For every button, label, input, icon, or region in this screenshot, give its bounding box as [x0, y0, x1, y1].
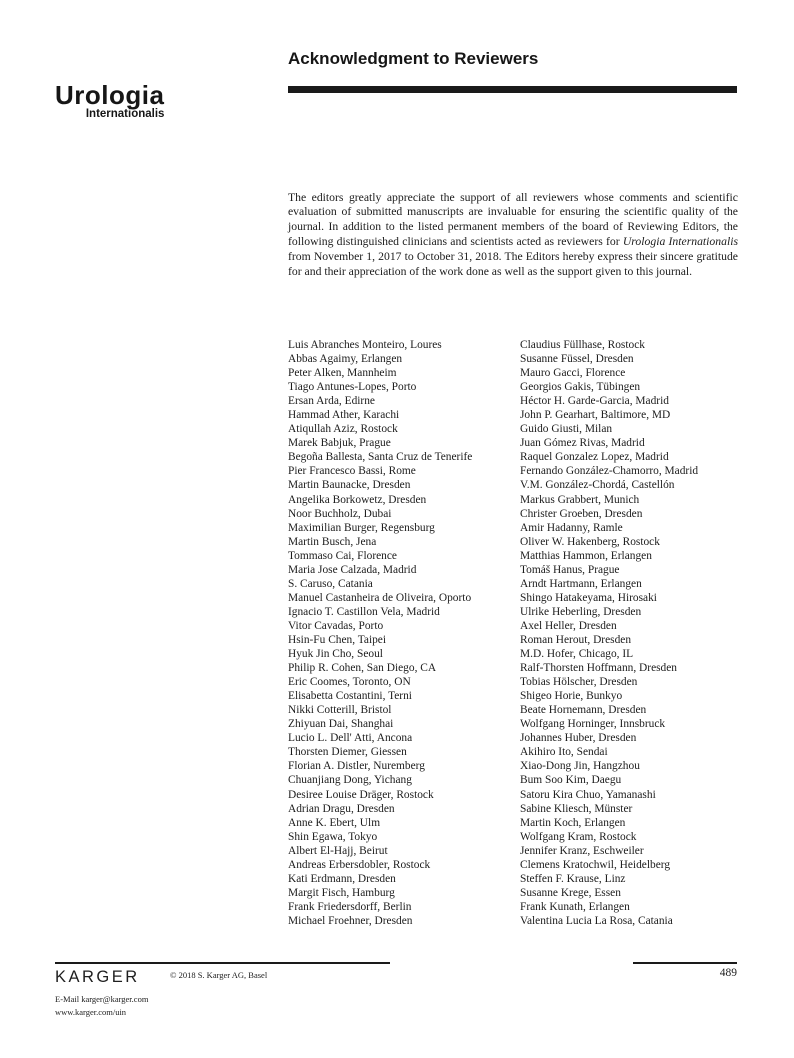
- reviewer-item: Markus Grabbert, Munich: [520, 493, 640, 506]
- reviewer-item: Johannes Huber, Dresden: [520, 732, 637, 745]
- page-title: Acknowledgment to Reviewers: [288, 49, 539, 68]
- reviewer-item: Kati Erdmann, Dresden: [288, 872, 396, 885]
- reviewer-item: Matthias Hammon, Erlangen: [520, 549, 652, 562]
- page-number: 489: [719, 967, 737, 979]
- reviewer-item: Ulrike Heberling, Dresden: [520, 605, 642, 618]
- reviewer-item: Maximilian Burger, Regensburg: [288, 521, 435, 534]
- reviewer-item: Shin Egawa, Tokyo: [288, 830, 378, 843]
- reviewer-item: Martin Baunacke, Dresden: [288, 479, 411, 492]
- reviewer-item: Steffen F. Krause, Linz: [520, 872, 626, 885]
- reviewer-item: Fernando González-Chamorro, Madrid: [520, 465, 699, 478]
- reviewer-item: Guido Giusti, Milan: [520, 423, 613, 436]
- reviewer-item: Zhiyuan Dai, Shanghai: [288, 718, 394, 731]
- reviewer-item: Ignacio T. Castillon Vela, Madrid: [288, 605, 440, 618]
- reviewer-item: Hsin-Fu Chen, Taipei: [288, 633, 387, 646]
- reviewer-item: Luis Abranches Monteiro, Loures: [288, 339, 442, 351]
- reviewer-item: Oliver W. Hakenberg, Rostock: [520, 535, 660, 548]
- reviewer-item: John P. Gearhart, Baltimore, MD: [520, 409, 671, 422]
- reviewer-item: Roman Herout, Dresden: [520, 633, 632, 646]
- reviewer-item: Héctor H. Garde-Garcia, Madrid: [520, 395, 669, 408]
- reviewer-item: Pier Francesco Bassi, Rome: [288, 465, 416, 478]
- publisher-contact: [55, 993, 148, 1019]
- reviewer-item: Thorsten Diemer, Giessen: [288, 746, 407, 759]
- reviewer-item: Martin Busch, Jena: [288, 535, 377, 548]
- reviewer-item: Arndt Hartmann, Erlangen: [520, 577, 642, 590]
- reviewer-item: Chuanjiang Dong, Yichang: [288, 774, 412, 787]
- reviewer-item: Elisabetta Costantini, Terni: [288, 690, 412, 703]
- journal-logo-title: Urologia: [55, 80, 165, 110]
- reviewer-item: Tobias Hölscher, Dresden: [520, 676, 638, 689]
- reviewer-item: Claudius Füllhase, Rostock: [520, 339, 645, 351]
- reviewer-item: Begoña Ballesta, Santa Cruz de Tenerife: [288, 451, 473, 464]
- reviewer-item: Abbas Agaimy, Erlangen: [288, 353, 403, 366]
- reviewer-item: Jennifer Kranz, Eschweiler: [520, 844, 644, 857]
- reviewer-item: Amir Hadanny, Ramle: [520, 521, 623, 534]
- reviewer-list: [288, 338, 737, 928]
- reviewer-item: Noor Buchholz, Dubai: [288, 507, 392, 520]
- reviewer-item: S. Caruso, Catania: [288, 577, 373, 590]
- reviewer-item: Raquel Gonzalez Lopez, Madrid: [520, 451, 669, 464]
- journal-name-italic: Urologia Internationalis: [622, 235, 738, 249]
- reviewer-item: Nikki Cotterill, Bristol: [288, 704, 392, 717]
- reviewer-item: Adrian Dragu, Dresden: [288, 802, 395, 815]
- intro-paragraph: [288, 191, 738, 280]
- reviewer-item: Shigeo Horie, Bunkyo: [520, 690, 623, 703]
- reviewer-item: Maria Jose Calzada, Madrid: [288, 563, 417, 576]
- reviewer-item: Frank Friedersdorff, Berlin: [288, 900, 412, 913]
- reviewer-item: Eric Coomes, Toronto, ON: [288, 676, 411, 689]
- reviewer-item: Mauro Gacci, Florence: [520, 367, 626, 380]
- reviewer-column-left: [288, 338, 520, 928]
- reviewer-item: Martin Koch, Erlangen: [520, 816, 626, 829]
- reviewer-item: Andreas Erbersdobler, Rostock: [288, 858, 431, 871]
- reviewer-item: Sabine Kliesch, Münster: [520, 802, 633, 815]
- publisher-logo: KARGER: [55, 968, 140, 986]
- reviewer-item: Margit Fisch, Hamburg: [288, 886, 395, 899]
- reviewer-item: Angelika Borkowetz, Dresden: [288, 493, 427, 506]
- reviewer-item: Clemens Kratochwil, Heidelberg: [520, 858, 671, 871]
- intro-text-part2: from November 1, 2017 to October 31, 2018. The Editors hereby express their sincere gratitude for and their appreciation of the work done as well as the support given to this journal.: [288, 249, 738, 278]
- copyright-notice: © 2018 S. Karger AG, Basel: [170, 970, 268, 980]
- reviewer-item: Georgios Gakis, Tübingen: [520, 381, 641, 394]
- footer-rule-left: [55, 962, 390, 964]
- reviewer-item: Frank Kunath, Erlangen: [520, 900, 630, 913]
- publisher-website: www.karger.com/uin: [55, 1007, 127, 1017]
- journal-logo-subtitle: Internationalis: [85, 108, 165, 120]
- reviewer-item: Susanne Füssel, Dresden: [520, 353, 634, 366]
- title-rule: [288, 86, 737, 93]
- reviewer-item: Desiree Louise Dräger, Rostock: [288, 788, 434, 801]
- reviewer-item: Ralf-Thorsten Hoffmann, Dresden: [520, 662, 677, 675]
- reviewer-item: Hammad Ather, Karachi: [288, 409, 400, 422]
- reviewer-item: Florian A. Distler, Nuremberg: [288, 760, 425, 773]
- reviewer-item: Anne K. Ebert, Ulm: [288, 816, 381, 829]
- reviewer-item: Philip R. Cohen, San Diego, CA: [288, 662, 437, 675]
- reviewer-item: Beate Hornemann, Dresden: [520, 704, 647, 717]
- reviewer-column-right: [520, 338, 737, 928]
- reviewer-item: Manuel Castanheira de Oliveira, Oporto: [288, 591, 472, 604]
- reviewer-item: Peter Alken, Mannheim: [288, 367, 397, 380]
- reviewer-item: Michael Froehner, Dresden: [288, 914, 413, 927]
- reviewer-item: Tiago Antunes-Lopes, Porto: [288, 381, 417, 394]
- reviewer-item: Hyuk Jin Cho, Seoul: [288, 648, 383, 661]
- reviewer-item: Akihiro Ito, Sendai: [520, 746, 608, 759]
- reviewer-item: V.M. González-Chordá, Castellón: [520, 479, 675, 492]
- reviewer-item: Marek Babjuk, Prague: [288, 437, 391, 450]
- reviewer-item: Bum Soo Kim, Daegu: [520, 774, 622, 787]
- reviewer-item: Ersan Arda, Edirne: [288, 395, 375, 408]
- reviewer-item: Xiao-Dong Jin, Hangzhou: [520, 760, 640, 773]
- reviewer-item: Axel Heller, Dresden: [520, 619, 617, 632]
- reviewer-item: Vitor Cavadas, Porto: [288, 619, 384, 632]
- reviewer-item: Tommaso Cai, Florence: [288, 549, 397, 562]
- reviewer-item: Wolfgang Horninger, Innsbruck: [520, 718, 666, 731]
- reviewer-item: Atiqullah Aziz, Rostock: [288, 423, 398, 436]
- reviewer-item: Susanne Krege, Essen: [520, 886, 621, 899]
- intro-text-part1: The editors greatly appreciate the support of all reviewers whose comments and scientific evaluation of submitted manuscripts are invaluable for ensuring the scientific quality of the journal. In addition to the listed permanent members of the board of Reviewing Editors, the following distinguished clinicians and scientists acted as reviewers for: [288, 190, 738, 249]
- journal-logo: [55, 82, 164, 121]
- publisher-email: E-Mail karger@karger.com: [55, 994, 149, 1004]
- reviewer-item: Satoru Kira Chuo, Yamanashi: [520, 788, 656, 801]
- reviewer-item: Tomáš Hanus, Prague: [520, 563, 620, 576]
- reviewer-item: Lucio L. Dell' Atti, Ancona: [288, 732, 413, 745]
- reviewer-item: M.D. Hofer, Chicago, IL: [520, 648, 634, 661]
- reviewer-item: Albert El-Hajj, Beirut: [288, 844, 388, 857]
- reviewer-item: Wolfgang Kram, Rostock: [520, 830, 637, 843]
- reviewer-item: Valentina Lucia La Rosa, Catania: [520, 914, 673, 927]
- reviewer-item: Juan Gómez Rivas, Madrid: [520, 437, 645, 450]
- reviewer-item: Shingo Hatakeyama, Hirosaki: [520, 591, 657, 604]
- reviewer-item: Christer Groeben, Dresden: [520, 507, 643, 520]
- footer-rule-right: [633, 962, 737, 964]
